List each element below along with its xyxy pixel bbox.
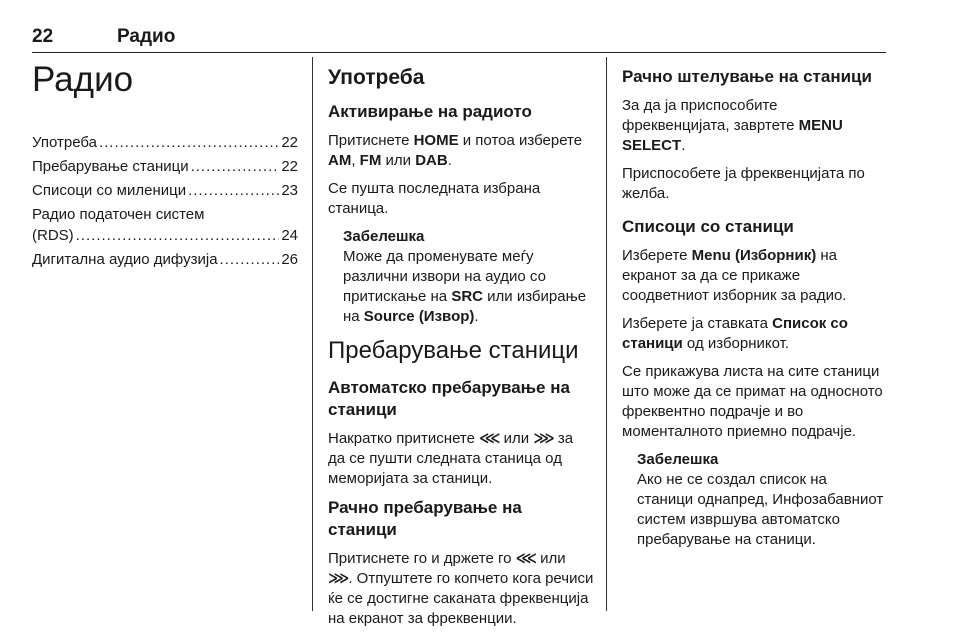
- toc-entry-favourites[interactable]: Списоци со миленици ..... 23: [32, 180, 298, 201]
- paragraph-activate: Притиснете HOME и потоа изберете AM, FM или DAB.: [328, 132, 583, 169]
- paragraph-list-shown: Се прикажува листа на сите станици што може да се примат на односното фреквентно подрачје и во моменталното приемно подрачје.: [622, 363, 883, 440]
- column-divider-2: [606, 57, 607, 611]
- seek-back-icon: ⋘: [515, 550, 536, 567]
- paragraph-manual-search: Притиснете го и држете го ⋘ или ⋙. Отпуштете го копчето кога речиси ќе се достигне саканата фреквенција на екранот за фреквенции.: [328, 550, 594, 627]
- heading-search: Пребарување станици: [328, 337, 579, 364]
- column-divider-1: [312, 57, 313, 611]
- heading-use: Употреба: [328, 66, 425, 89]
- table-of-contents: [32, 132, 298, 270]
- page-header: [32, 26, 886, 52]
- heading-station-lists: Списоци со станици: [622, 217, 794, 236]
- column-tuning: [622, 60, 886, 558]
- heading-manual-tune: Рачно штелување на станици: [622, 67, 872, 86]
- toc-entry-use[interactable]: Употреба ..... 22: [32, 132, 298, 153]
- heading-auto-search: Автоматско пребарување на станици: [328, 378, 570, 419]
- header-section-title: Радио: [117, 26, 176, 47]
- paragraph-menu: Изберете Menu (Изборник) на екранот за да се прикаже соодветниот изборник за радио.: [622, 247, 847, 304]
- column-toc: [32, 60, 298, 273]
- paragraph-select-list: Изберете ја ставката Список со станици од изборникот.: [622, 315, 848, 352]
- paragraph-last-station: Се пушта последната избрана станица.: [328, 180, 541, 217]
- chapter-title: Радио: [32, 60, 134, 99]
- paragraph-adjust: Приспособете ја фреквенцијата по желба.: [622, 165, 865, 202]
- toc-entry-search[interactable]: Пребарување станици ..... 22: [32, 156, 298, 177]
- seek-forward-icon: ⋙: [533, 430, 554, 447]
- note-auto-search: Забелешка Ако не се создал список на станици однапред, Инфозабавниот систем извршува автоматско пребарување на станици.: [637, 451, 884, 548]
- note-source: Забелешка Може да променувате меѓу различни извори на аудио со притискање на SRC или избирање на Source (Извор).: [343, 228, 587, 325]
- seek-back-icon: ⋘: [479, 430, 500, 447]
- toc-entry-dab[interactable]: Дигитална аудио дифузија ..... 26: [32, 249, 298, 270]
- toc-entry-rds[interactable]: Радио податочен систем (RDS) ..... 24: [32, 204, 298, 246]
- column-use: [328, 60, 594, 637]
- paragraph-auto-search: Накратко притиснете ⋘ или ⋙ за да се пушти следната станица од меморијата за станици.: [328, 430, 574, 487]
- paragraph-tune: За да ја приспособите фреквенцијата, завртете MENU SELECT.: [622, 97, 843, 154]
- page-number: 22: [32, 26, 54, 47]
- heading-activate: Активирање на радиото: [328, 102, 532, 121]
- heading-manual-search: Рачно пребарување на станици: [328, 498, 522, 539]
- seek-forward-icon: ⋙: [328, 570, 349, 587]
- header-rule: [32, 52, 886, 53]
